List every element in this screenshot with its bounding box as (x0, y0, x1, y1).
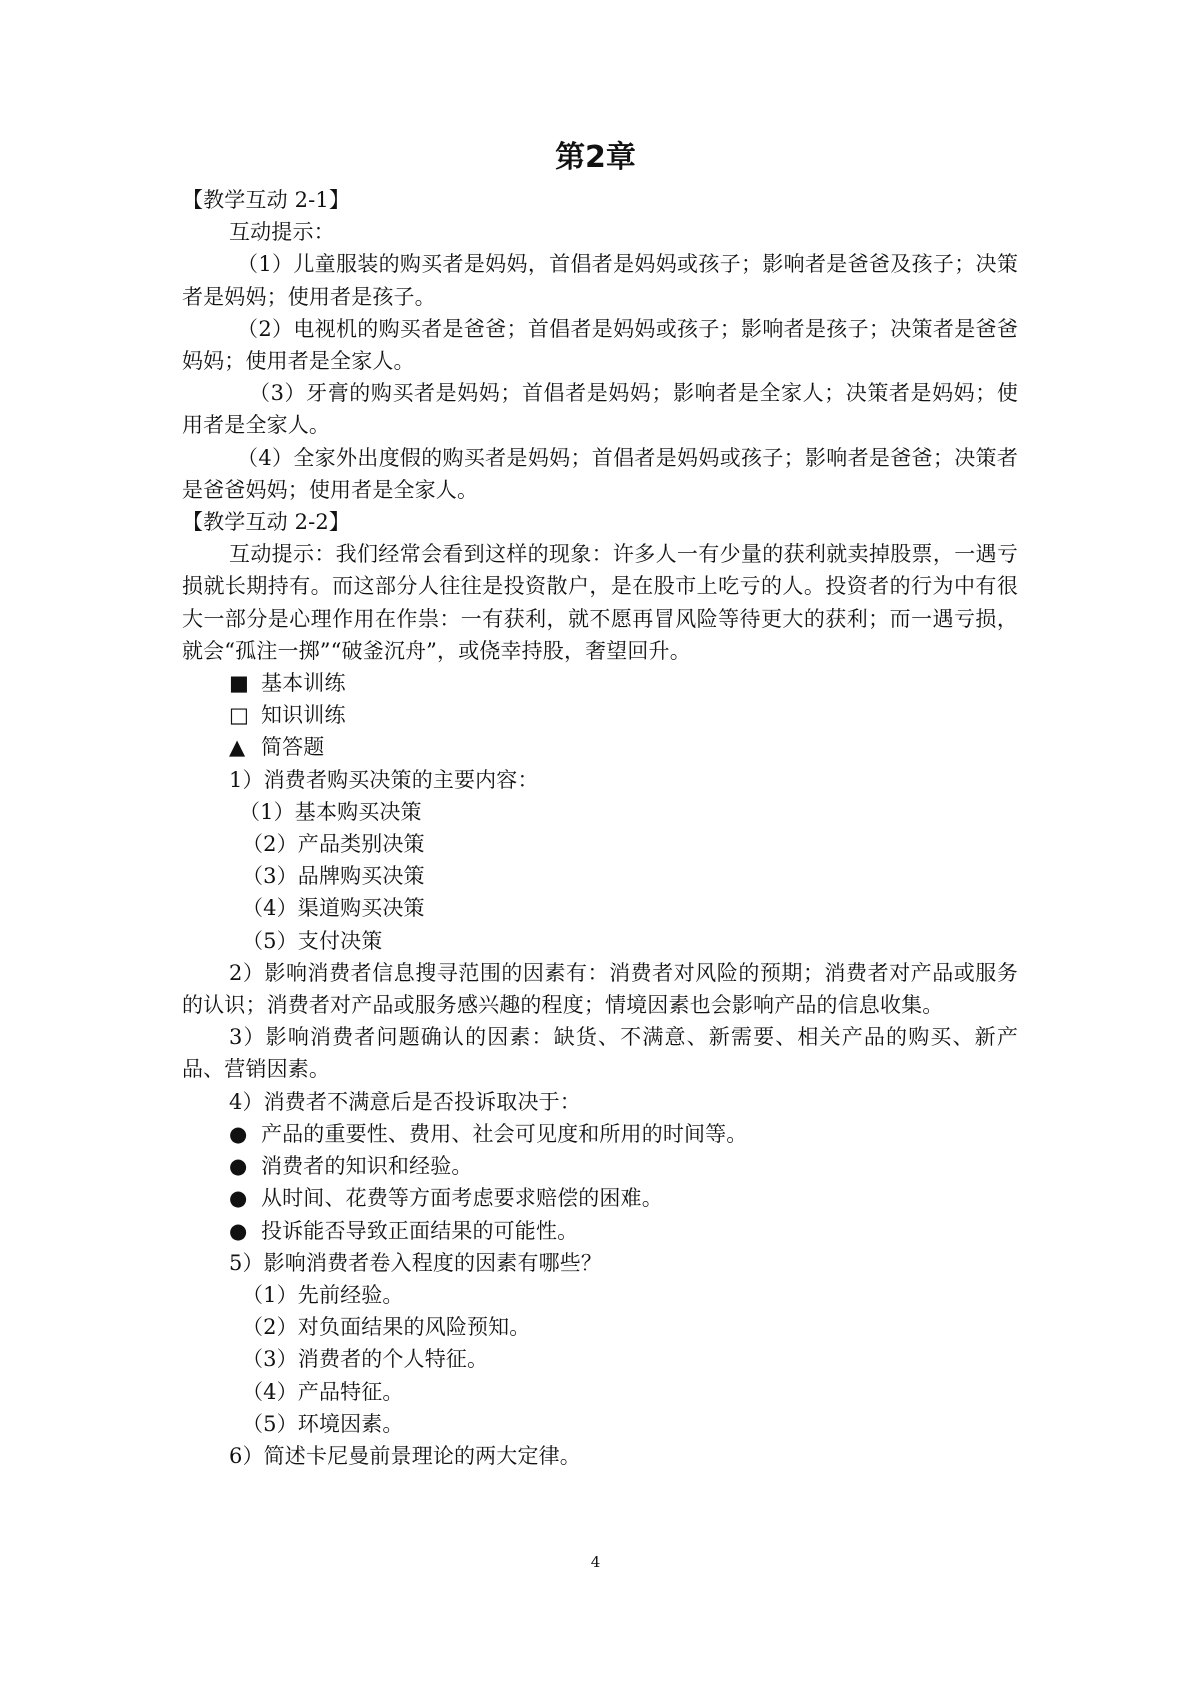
filled-square-icon: ■ (229, 671, 249, 696)
question-5-answer-4: （4）产品特征。 (242, 1379, 404, 1404)
short-answer-label: 简答题 (261, 735, 325, 760)
question-1-answer-3: （3）品牌购买决策 (242, 864, 425, 889)
page-number: 4 (590, 1553, 601, 1571)
bullet-text: 从时间、花费等方面考虑要求赔偿的困难。 (261, 1186, 663, 1211)
question-3: 3）影响消费者问题确认的因素：缺货、不满意、新需要、相关产品的购买、新产品、营销因素。 (182, 1025, 1018, 1082)
bullet-item-3 (182, 1182, 1018, 1214)
bullet-text: 产品的重要性、费用、社会可见度和所用的时间等。 (261, 1121, 748, 1146)
question-5-answer-3: （3）消费者的个人特征。 (242, 1347, 489, 1372)
question-5: 5）影响消费者卷入程度的因素有哪些？ (229, 1250, 603, 1275)
bullet-text: 投诉能否导致正面结果的可能性。 (261, 1218, 579, 1243)
question-2: 2）影响消费者信息搜寻范围的因素有：消费者对风险的预期；消费者对产品或服务的认识；消费者对产品或服务感兴趣的程度；情境因素也会影响产品的信息收集。 (182, 960, 1018, 1018)
question-6: 6）简述卡尼曼前景理论的两大定律。 (229, 1443, 581, 1468)
bullet-icon: ● (229, 1186, 248, 1211)
interaction-hint-label: 互动提示： (229, 220, 335, 245)
bullet-item-1 (182, 1118, 1018, 1150)
triangle-icon: ▲ (229, 735, 246, 760)
knowledge-training-heading (182, 699, 1018, 731)
basic-training-heading (182, 667, 1018, 699)
question-4: 4）消费者不满意后是否投诉取决于： (229, 1089, 581, 1114)
bullet-item-2 (182, 1150, 1018, 1182)
question-1-answer-5: （5）支付决策 (242, 928, 383, 953)
bullet-text: 消费者的知识和经验。 (261, 1154, 473, 1179)
page-content (182, 184, 1018, 1472)
bullet-icon: ● (229, 1121, 248, 1146)
chapter-title: 第2章 (555, 140, 636, 175)
hint-item-4: （4）全家外出度假的购买者是妈妈；首倡者是妈妈或孩子；影响者是爸爸；决策者是爸爸妈妈；使用者是全家人。 (182, 445, 1018, 502)
short-answer-heading (182, 731, 1018, 763)
hint-item-2: （2）电视机的购买者是爸爸；首倡者是妈妈或孩子；影响者是孩子；决策者是爸爸妈妈；使用者是全家人。 (182, 316, 1018, 374)
section-heading-2-1: 【教学互动 2-1】 (182, 188, 350, 212)
bullet-icon: ● (229, 1154, 248, 1179)
knowledge-training-label: 知识训练 (261, 703, 346, 728)
question-1-answer-1: （1）基本购买决策 (239, 799, 422, 824)
hint-item-1: （1）儿童服装的购买者是妈妈，首倡者是妈妈或孩子；影响者是爸爸及孩子；决策者是妈妈；使用者是孩子。 (182, 252, 1018, 309)
bullet-item-4 (182, 1215, 1018, 1247)
hint-item-3: （3）牙膏的购买者是妈妈；首倡者是妈妈；影响者是全家人；决策者是妈妈；使用者是全家人。 (182, 381, 1018, 438)
question-5-answer-2: （2）对负面结果的风险预知。 (242, 1315, 531, 1340)
question-1-answer-4: （4）渠道购买决策 (242, 896, 425, 921)
question-5-answer-1: （1）先前经验。 (242, 1282, 404, 1307)
hollow-square-icon: □ (229, 703, 249, 728)
bullet-icon: ● (229, 1218, 248, 1243)
section-heading-2-2: 【教学互动 2-2】 (182, 510, 350, 535)
question-5-answer-5: （5）环境因素。 (242, 1411, 404, 1436)
basic-training-label: 基本训练 (261, 671, 346, 696)
question-1: 1）消费者购买决策的主要内容： (229, 767, 539, 792)
interaction-hint-paragraph: 互动提示：我们经常会看到这样的现象：许多人一有少量的获利就卖掉股票，一遇亏损就长期持有。而这部分人往往是投资散户，是在股市上吃亏的人。投资者的行为中有很大一部分是心理作用在作祟：一有获利，就不愿再冒风险等待更大的获利；而一遇亏损，就会“孤注一掷”“破釜沉舟”，或侥幸持股，奢望回升。 (182, 542, 1018, 663)
question-1-answer-2: （2）产品类别决策 (242, 832, 425, 857)
